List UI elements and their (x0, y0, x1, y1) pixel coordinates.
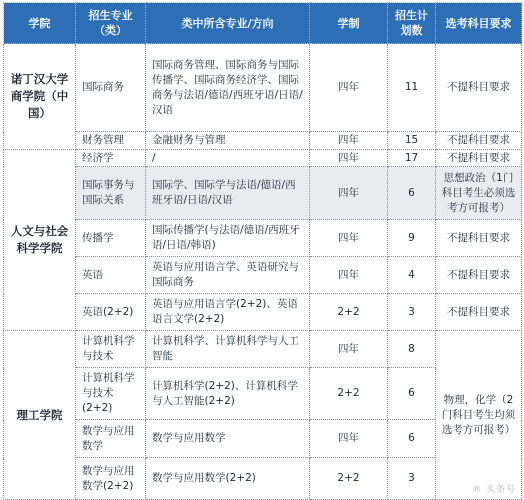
requirement-cell: 不提科目要求 (436, 44, 522, 132)
majors-cell: 英语与应用语言学(2+2)、英语语言文学(2+2) (146, 294, 310, 331)
table-row (4, 150, 522, 167)
quota-cell: 6 (388, 167, 436, 220)
table-row (4, 294, 522, 331)
duration-cell: 四年 (310, 44, 388, 132)
requirement-cell: 不提科目要求 (436, 294, 522, 331)
quota-cell: 6 (388, 420, 436, 458)
majors-cell: 国际传播学(与法语/德语/西班牙语/日语/韩语) (146, 220, 310, 257)
category-cell: 计算机科学与技术 (76, 331, 146, 368)
table-header-row (4, 3, 522, 44)
requirement-cell: 不提科目要求 (436, 150, 522, 167)
category-cell: 财务管理 (76, 132, 146, 150)
quota-cell: 15 (388, 132, 436, 150)
majors-cell: 计算机科学(2+2)、计算机科学与人工智能(2+2) (146, 368, 310, 420)
majors-cell: 数学与应用数学(2+2) (146, 458, 310, 500)
majors-cell: 国际学、国际学与法语/德语/西班牙语/日语/汉语 (146, 167, 310, 220)
duration-cell: 四年 (310, 132, 388, 150)
table-row (4, 44, 522, 132)
table-row (4, 132, 522, 150)
admission-plan-table (3, 2, 522, 500)
category-cell: 国际商务 (76, 44, 146, 132)
table-row (4, 257, 522, 294)
quota-cell: 9 (388, 220, 436, 257)
requirement-cell: 不提科目要求 (436, 257, 522, 294)
table-row (4, 167, 522, 220)
duration-cell: 四年 (310, 420, 388, 458)
quota-cell: 6 (388, 368, 436, 420)
requirement-cell: 物理，化学（2门科目考生均须选考方可报考） (436, 331, 522, 500)
majors-cell: 计算机科学、计算机科学与人工智能 (146, 331, 310, 368)
header-college: 学院 (4, 3, 76, 44)
table-row (4, 220, 522, 257)
category-cell: 国际事务与国际关系 (76, 167, 146, 220)
quota-cell: 3 (388, 294, 436, 331)
category-cell: 数学与应用数学 (76, 420, 146, 458)
quota-cell: 4 (388, 257, 436, 294)
category-cell: 计算机科学与技术(2+2) (76, 368, 146, 420)
requirement-cell: 思想政治（1门科目考生必须选考方可报考） (436, 167, 522, 220)
category-cell: 数学与应用数学(2+2) (76, 458, 146, 500)
duration-cell: 四年 (310, 257, 388, 294)
majors-cell: 国际商务管理、国际商务与国际传播学、国际商务经济学、国际商务与法语/德语/西班牙语/日语/汉语 (146, 44, 310, 132)
requirement-cell: 不提科目要求 (436, 132, 522, 150)
category-cell: 经济学 (76, 150, 146, 167)
header-quota: 招生计划数 (388, 3, 436, 44)
duration-cell: 四年 (310, 167, 388, 220)
category-cell: 英语(2+2) (76, 294, 146, 331)
header-requirement: 选考科目要求 (436, 3, 522, 44)
college-cell: 人文与社会科学学院 (4, 150, 76, 331)
majors-cell: / (146, 150, 310, 167)
duration-cell: 四年 (310, 331, 388, 368)
majors-cell: 金融财务与管理 (146, 132, 310, 150)
header-majors: 类中所含专业/方向 (146, 3, 310, 44)
table-row (4, 331, 522, 368)
header-duration: 学制 (310, 3, 388, 44)
majors-cell: 英语与应用语言学、英语研究与国际商务 (146, 257, 310, 294)
watermark: ® 头条号 (472, 485, 516, 495)
majors-cell: 数学与应用数学 (146, 420, 310, 458)
quota-cell: 8 (388, 331, 436, 368)
college-cell: 诺丁汉大学商学院（中国） (4, 44, 76, 150)
admission-table-container (3, 2, 521, 498)
duration-cell: 四年 (310, 220, 388, 257)
quota-cell: 11 (388, 44, 436, 132)
duration-cell: 四年 (310, 150, 388, 167)
header-category: 招生专业（类） (76, 3, 146, 44)
requirement-cell: 不提科目要求 (436, 220, 522, 257)
quota-cell: 17 (388, 150, 436, 167)
duration-cell: 2+2 (310, 368, 388, 420)
quota-cell: 3 (388, 458, 436, 500)
duration-cell: 2+2 (310, 458, 388, 500)
college-cell: 理工学院 (4, 331, 76, 500)
duration-cell: 2+2 (310, 294, 388, 331)
category-cell: 传播学 (76, 220, 146, 257)
category-cell: 英语 (76, 257, 146, 294)
